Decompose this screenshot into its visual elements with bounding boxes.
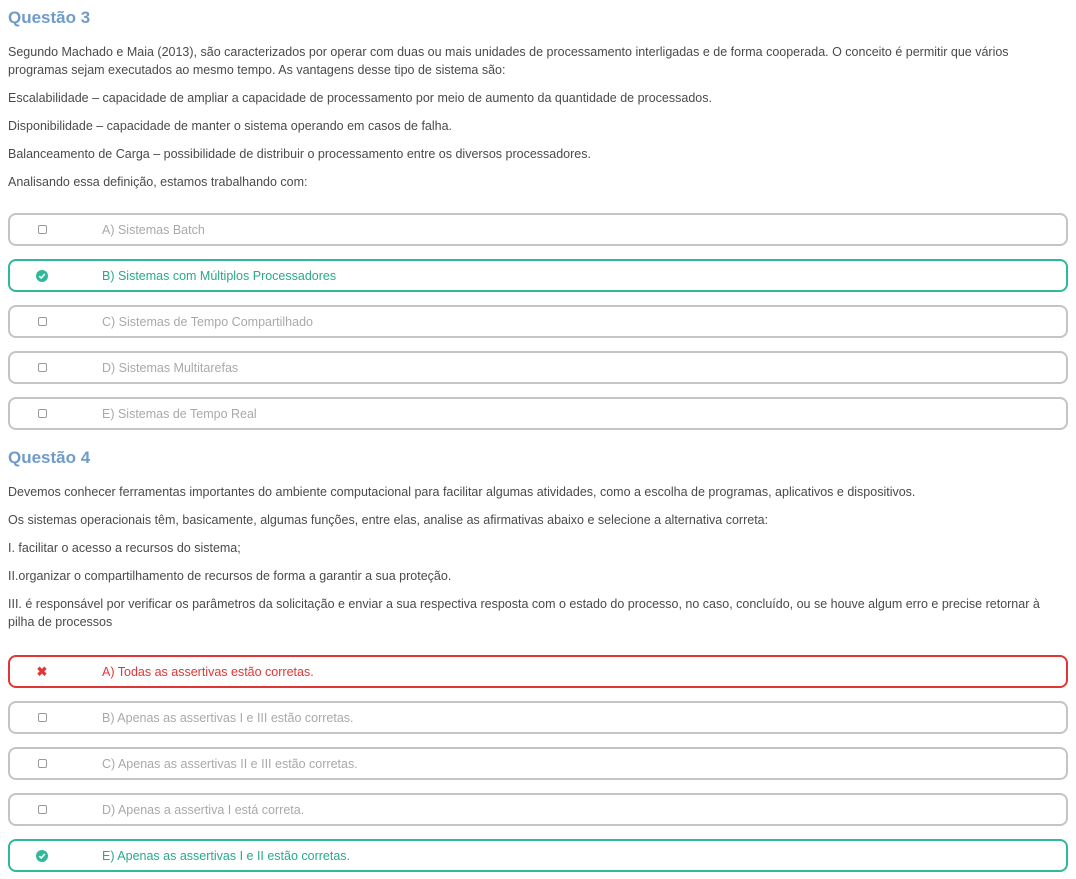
option-label: C) Apenas as assertivas II e III estão corretas.: [102, 756, 358, 771]
check-circle-icon: [36, 850, 48, 862]
option-e[interactable]: [8, 839, 1068, 872]
checkbox-icon[interactable]: [38, 805, 47, 814]
option-c[interactable]: [8, 747, 1068, 780]
option-label: C) Sistemas de Tempo Compartilhado: [102, 314, 313, 329]
option-label: A) Todas as assertivas estão corretas.: [102, 664, 314, 679]
option-label: A) Sistemas Batch: [102, 222, 205, 237]
option-d[interactable]: [8, 351, 1068, 384]
question-title: Questão 4: [8, 448, 91, 467]
question-paragraph: III. é responsável por verificar os parâmetros da solicitação e enviar a sua respectiva resposta com o estado do processo, no caso, concluído, ou se houve algum erro e precise retornar à pilha de processos: [8, 597, 1040, 629]
option-label: E) Sistemas de Tempo Real: [102, 406, 257, 421]
checkbox-icon[interactable]: [38, 759, 47, 768]
option-b[interactable]: [8, 259, 1068, 292]
option-label: B) Sistemas com Múltiplos Processadores: [102, 268, 337, 283]
question-paragraph: II.organizar o compartilhamento de recursos de forma a garantir a sua proteção.: [8, 569, 452, 583]
checkbox-icon[interactable]: [38, 225, 47, 234]
question-3: [8, 3, 1068, 430]
question-paragraph: Analisando essa definição, estamos trabalhando com:: [8, 175, 308, 189]
x-icon: ✖: [36, 664, 48, 679]
checkbox-icon[interactable]: [38, 363, 47, 372]
question-paragraph: I. facilitar o acesso a recursos do sistema;: [8, 541, 241, 555]
quiz-review: [0, 3, 1076, 872]
option-label: B) Apenas as assertivas I e III estão corretas.: [102, 710, 354, 725]
question-4: [8, 443, 1068, 872]
question-paragraph: Balanceamento de Carga – possibilidade de distribuir o processamento entre os diversos processadores.: [8, 147, 591, 161]
check-circle-icon: [36, 270, 48, 282]
option-b[interactable]: [8, 701, 1068, 734]
question-paragraph: Devemos conhecer ferramentas importantes do ambiente computacional para facilitar algumas atividades, como a escolha de programas, aplicativos e dispositivos.: [8, 485, 916, 499]
option-e[interactable]: [8, 397, 1068, 430]
option-a[interactable]: [8, 655, 1068, 688]
answer-options: [8, 213, 1068, 430]
checkbox-icon[interactable]: [38, 409, 47, 418]
question-paragraph: Escalabilidade – capacidade de ampliar a capacidade de processamento por meio de aumento da quantidade de processados.: [8, 91, 712, 105]
option-c[interactable]: [8, 305, 1068, 338]
checkbox-icon[interactable]: [38, 317, 47, 326]
option-label: E) Apenas as assertivas I e II estão corretas.: [102, 848, 351, 863]
option-d[interactable]: [8, 793, 1068, 826]
checkbox-icon[interactable]: [38, 713, 47, 722]
question-paragraph: Os sistemas operacionais têm, basicamente, algumas funções, entre elas, analise as afirmativas abaixo e selecione a alternativa correta:: [8, 513, 769, 527]
question-paragraph: Disponibilidade – capacidade de manter o sistema operando em casos de falha.: [8, 119, 453, 133]
option-label: D) Apenas a assertiva I está correta.: [102, 802, 305, 817]
option-a[interactable]: [8, 213, 1068, 246]
question-title: Questão 3: [8, 8, 91, 27]
question-paragraph: Segundo Machado e Maia (2013), são caracterizados por operar com duas ou mais unidades de processamento interligadas e de forma cooperada. O conceito é permitir que vários programas sejam executados ao mesmo tempo. As vantagens desse tipo de sistema são:: [8, 45, 1009, 77]
option-label: D) Sistemas Multitarefas: [102, 360, 239, 375]
answer-options: [8, 655, 1068, 872]
